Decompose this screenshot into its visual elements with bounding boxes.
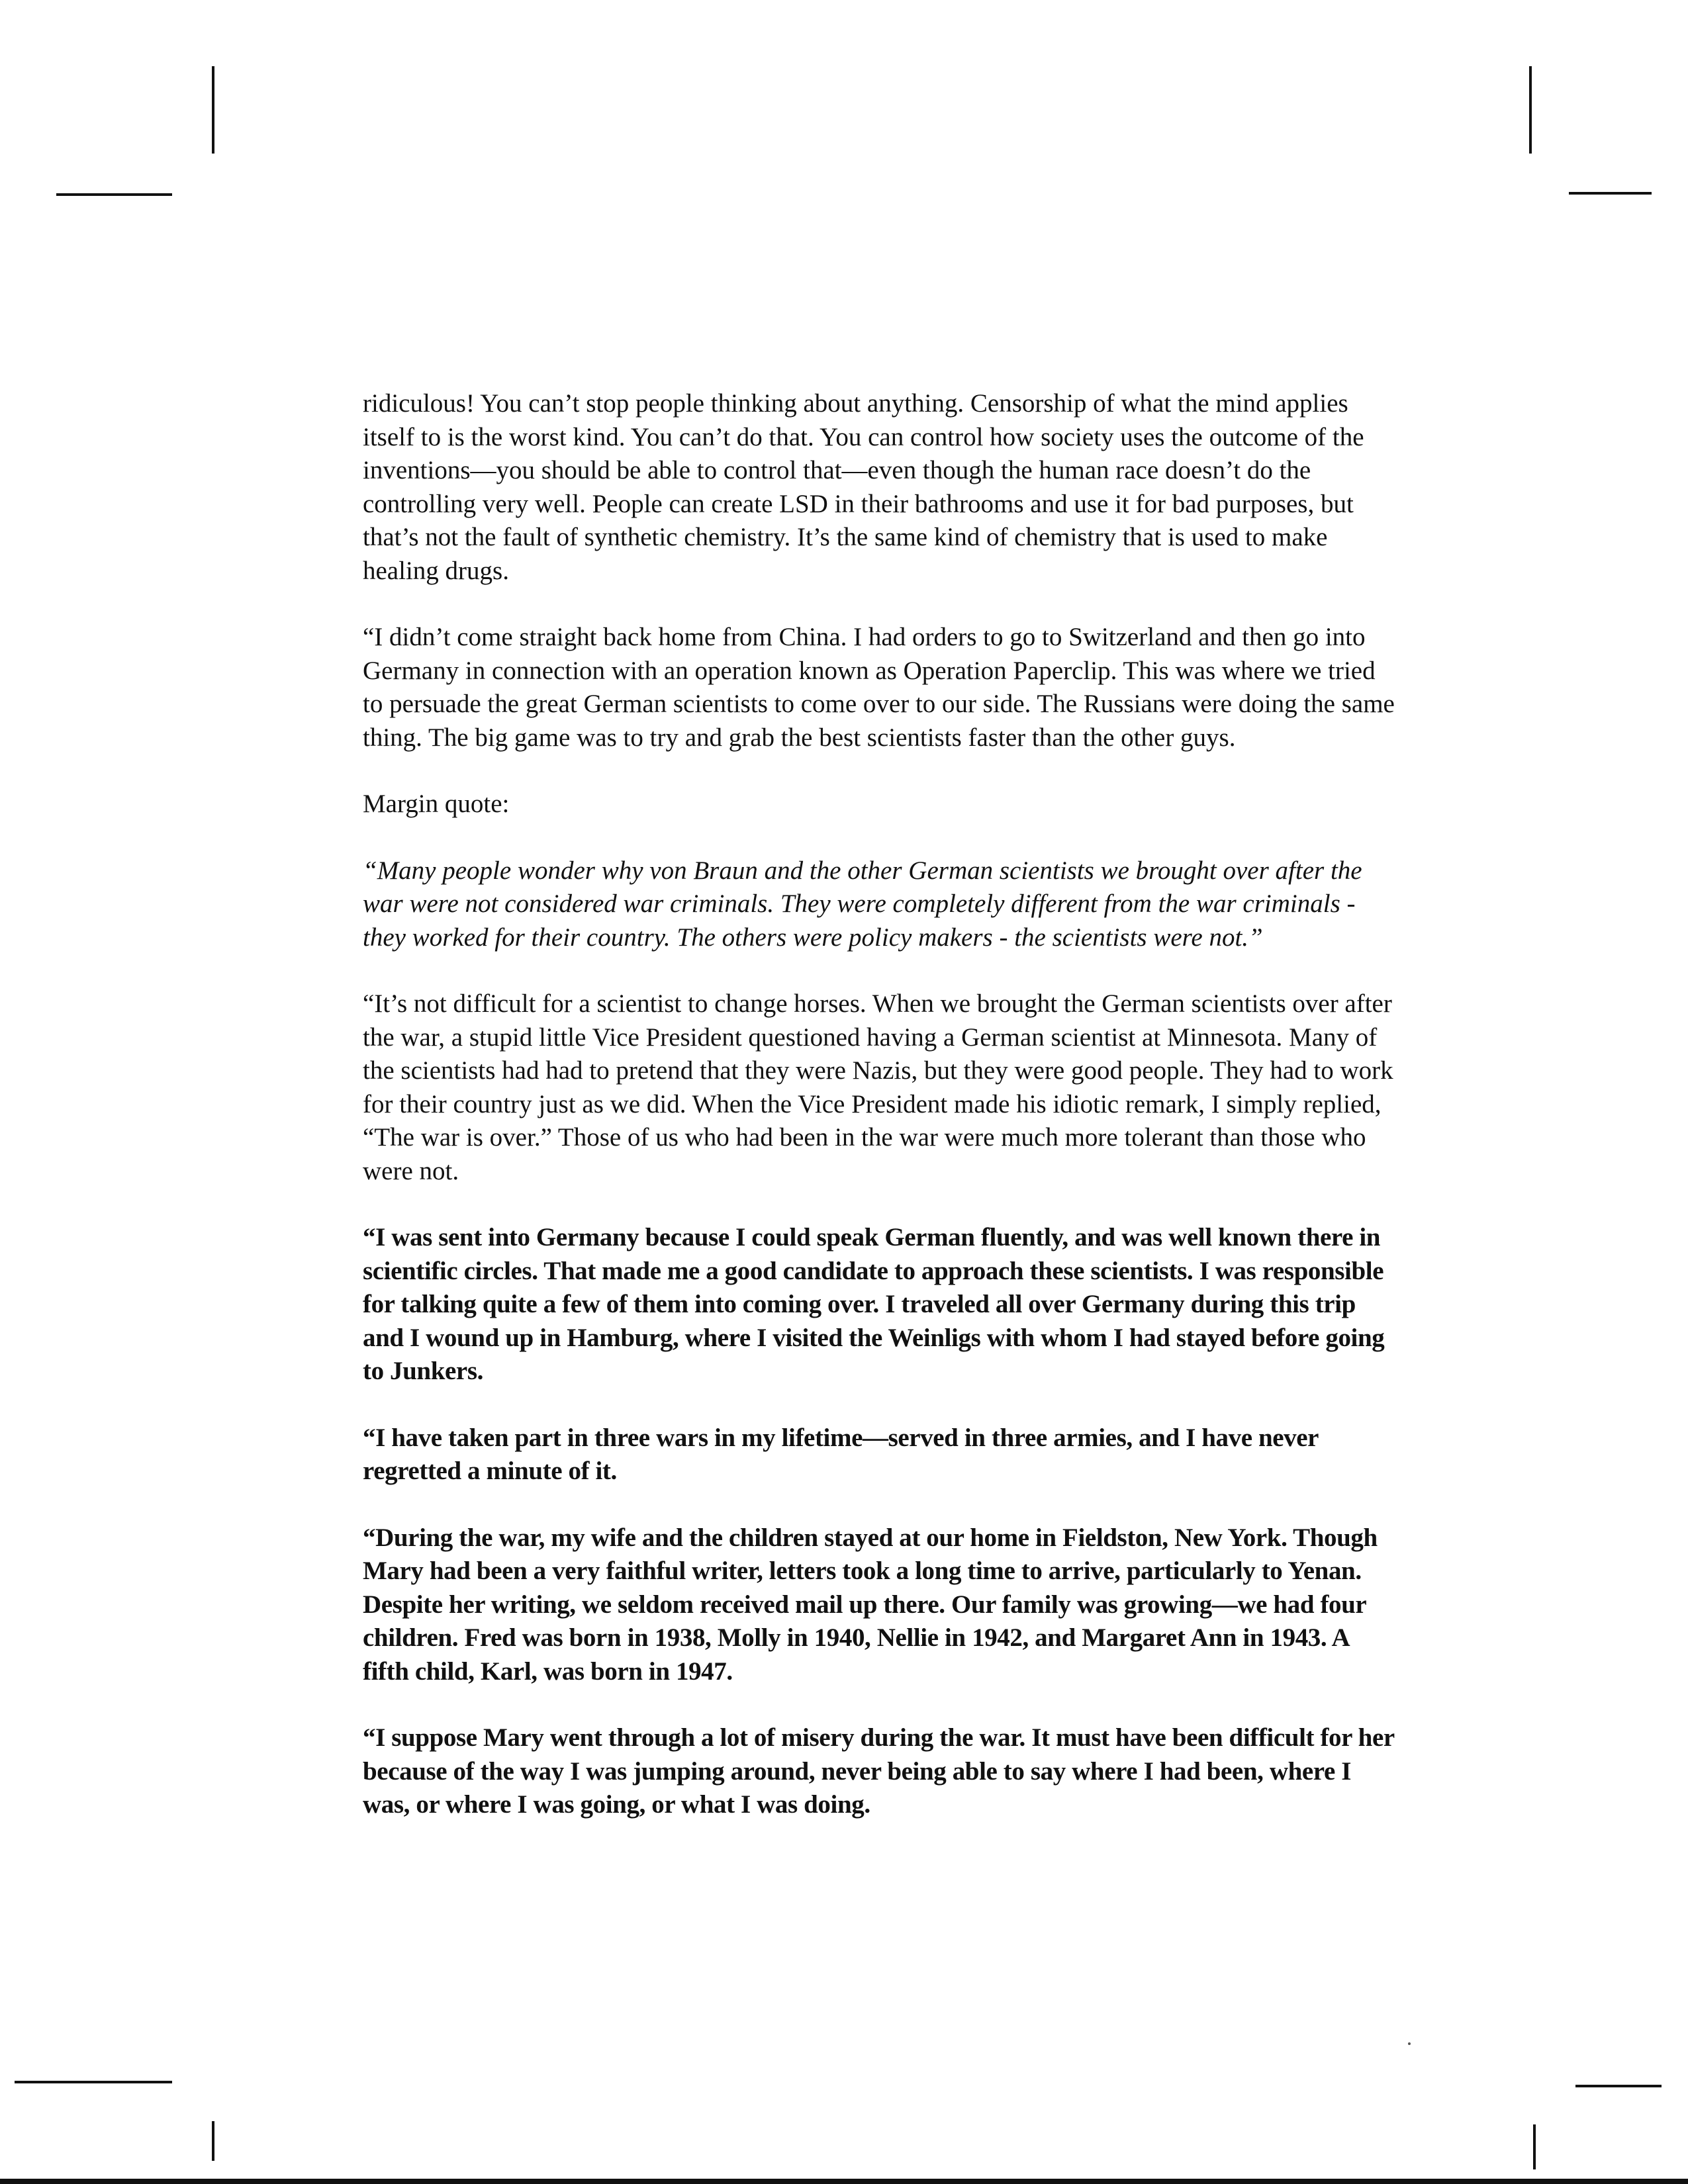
paragraph-change-horses: “It’s not difficult for a scientist to change horses. When we brought the German scientists over after the war, a stupid little Vice President questioned having a German scientist at Minnesota. Many of the scientists had had to pretend that they were Nazis, but they were good people. They had to work for their country just as we did. When the Vice President made his idiotic remark, I simply replied, “The war is over.” Those of us who had been in the war were much more tolerant than those who were not.	[363, 989, 1393, 1185]
paragraph-operation-paperclip: “I didn’t come straight back home from China. I had orders to go to Switzerland and then go into Germany in connection with an operation known as Operation Paperclip. This was where we tried to persuade the great German scientists to come over to our side. The Russians were doing the same thing. The big game was to try and grab the best scientists faster than the other guys.	[363, 623, 1395, 752]
paragraph-family-during-war: “During the war, my wife and the children stayed at our home in Fieldston, New York. Though Mary had been a very faithful writer, letters took a long time to arrive, particularly to Yenan. Despite her writing, we seldom received mail up there. Our family was growing—we had four children. Fred was born in 1938, Molly in 1940, Nellie in 1942, and Margaret Ann in 1943. A fifth child, Karl, was born in 1947.	[363, 1523, 1378, 1686]
paragraph-mary-misery: “I suppose Mary went through a lot of misery during the war. It must have been difficult for her because of the way I was jumping around, never being able to say where I had been, where I was, or where I was going, or what I was doing.	[363, 1723, 1395, 1819]
crop-mark-top-right-vertical	[1529, 66, 1532, 154]
paragraph-sent-into-germany: “I was sent into Germany because I could speak German fluently, and was well known there in scientific circles. That made me a good candidate to approach these scientists. I was responsible for talking quite a few of them into coming over. I traveled all over Germany during this trip and I wound up in Hamburg, where I visited the Weinligs with whom I had stayed before going to Junkers.	[363, 1223, 1385, 1385]
body-text	[363, 387, 1395, 1855]
crop-mark-top-right-horizontal	[1569, 192, 1652, 195]
margin-quote-text: “Many people wonder why von Braun and the other German scientists we brought over after the war were not considered war criminals. They were completely different from the war criminals - they worked for their country. The others were policy makers - the scientists were not.”	[363, 856, 1362, 952]
crop-mark-bottom-right-vertical	[1533, 2124, 1536, 2169]
margin-quote-label: Margin quote:	[363, 790, 510, 818]
crop-mark-bottom-right-horizontal	[1575, 2085, 1662, 2087]
paragraph-three-wars: “I have taken part in three wars in my lifetime—served in three armies, and I have never regretted a minute of it.	[363, 1423, 1319, 1485]
paragraph-censorship: ridiculous! You can’t stop people thinking about anything. Censorship of what the mind applies itself to is the worst kind. You can’t do that. You can control how society uses the outcome of the inventions—you should be able to control that—even though the human race doesn’t do the controlling very well. People can create LSD in their bathrooms and use it for bad purposes, but that’s not the fault of synthetic chemistry. It’s the same kind of chemistry that is used to make healing drugs.	[363, 389, 1364, 585]
crop-mark-top-left-vertical	[212, 66, 214, 154]
scan-bottom-edge	[0, 2179, 1688, 2184]
crop-mark-bottom-left-horizontal	[15, 2081, 172, 2083]
scan-speck	[1408, 2042, 1411, 2045]
crop-mark-bottom-left-vertical	[212, 2121, 214, 2161]
crop-mark-top-left-horizontal	[56, 193, 172, 196]
